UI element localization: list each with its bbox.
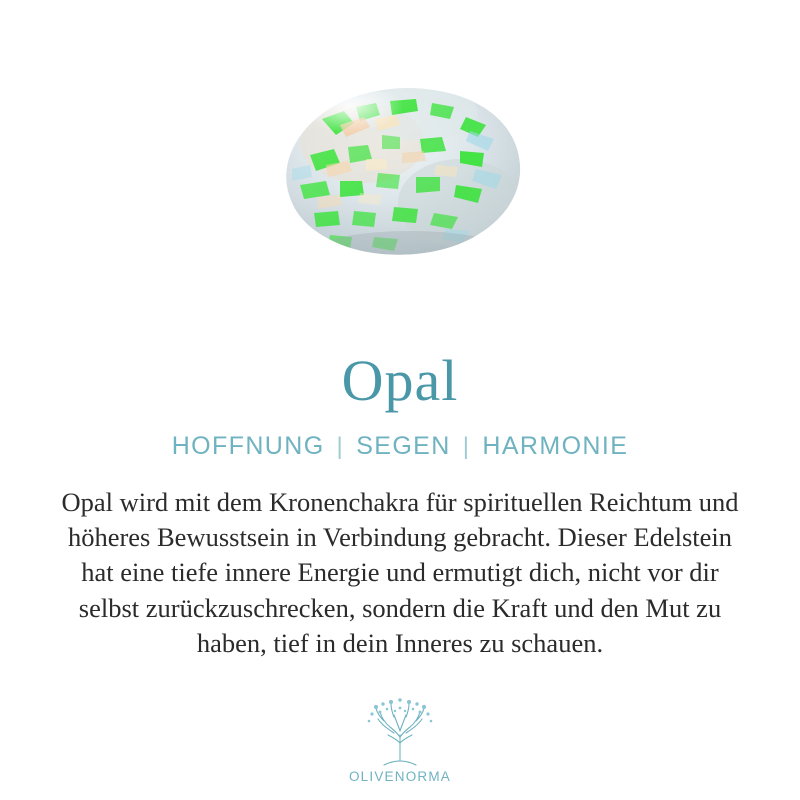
brand-logo xyxy=(0,695,800,784)
keyword-separator-1: | xyxy=(336,432,345,460)
keyword-separator-2: | xyxy=(462,432,471,460)
keyword-3: HARMONIE xyxy=(482,432,629,460)
keyword-list xyxy=(172,432,629,461)
gemstone-image-area xyxy=(0,0,800,330)
tree-of-life-icon xyxy=(354,695,446,767)
brand-name: OLIVENORMA xyxy=(348,769,452,784)
opal-gemstone-svg xyxy=(270,73,530,263)
keyword-2: SEGEN xyxy=(356,432,451,460)
description-text: Opal wird mit dem Kronenchakra für spirituellen Reichtum und höheres Bewusstsein in Verbindung gebracht. Dieser Edelstein hat eine tiefe innere Energie und ermutigt dich, nicht vor dir selbst zurückzuschrecken, sondern die Kraft und den Mut zu haben, tief in dein Inneres zu schauen. xyxy=(61,487,739,658)
opal-gemstone-image xyxy=(270,73,530,263)
page-title: Opal xyxy=(341,348,459,413)
keyword-1: HOFFNUNG xyxy=(171,432,325,460)
